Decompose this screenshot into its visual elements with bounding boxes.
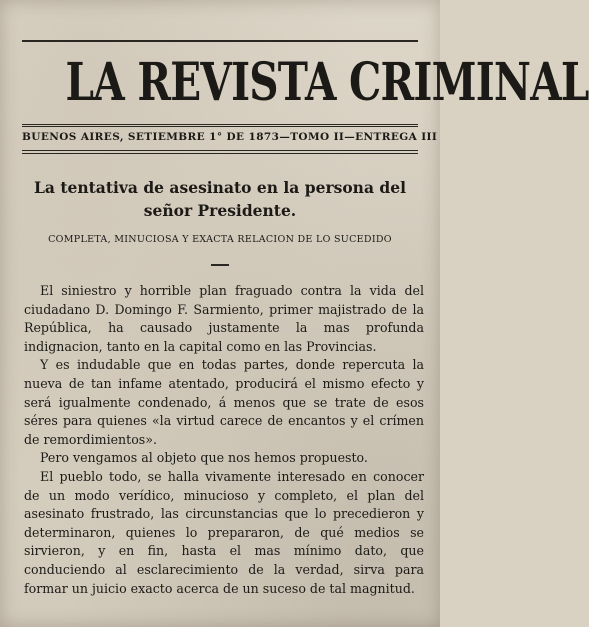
article-paragraph: Y es indudable que en todas partes, donde repercuta la nueva de tan infame atentado, producirá el mismo efecto y será igualmente condenado, á menos que se trate de esos séres para quienes «la virtud carece de encantos y el crímen de remordimientos». bbox=[24, 357, 424, 447]
article-paragraph: El siniestro y horrible plan fraguado contra la vida del ciudadano D. Domingo F. Sarmiento, primer majistrado de la República, ha causado justamente la mas profunda indignacion, tanto en la capital como en las Provincias. bbox=[24, 283, 424, 354]
article-paragraph: Pero vengamos al objeto que nos hemos propuesto. bbox=[40, 450, 368, 466]
masthead-title: LA REVISTA CRIMINAL bbox=[65, 52, 589, 113]
article-headline: La tentativa de asesinato en la persona del señor Presidente. bbox=[34, 178, 406, 220]
masthead-bottom-rule bbox=[22, 124, 418, 127]
article-subheadline: COMPLETA, MINUCIOSA Y EXACTA RELACION DE LO SUCEDIDO bbox=[48, 234, 392, 245]
section-dash bbox=[211, 264, 229, 266]
dateline: BUENOS AIRES, SETIEMBRE 1° DE 1873—TOMO II—ENTREGA III bbox=[22, 131, 438, 143]
dateline-rule bbox=[22, 150, 418, 151]
masthead-top-rule bbox=[22, 40, 418, 42]
dateline-rule-second bbox=[22, 153, 418, 154]
article-paragraph: El pueblo todo, se halla vivamente interesado en conocer de un modo verídico, minucioso y completo, el plan del asesinato frustrado, las circunstancias que lo precedieron y determinaron, quienes lo prepararon, de qué medios se sirvieron, y en fin, hasta el mas mínimo dato, que conduciendo al esclarecimiento de la verdad, sirva para formar un juicio exacto acerca de un suceso de tal magnitud. bbox=[24, 468, 424, 596]
article-body bbox=[24, 282, 424, 598]
